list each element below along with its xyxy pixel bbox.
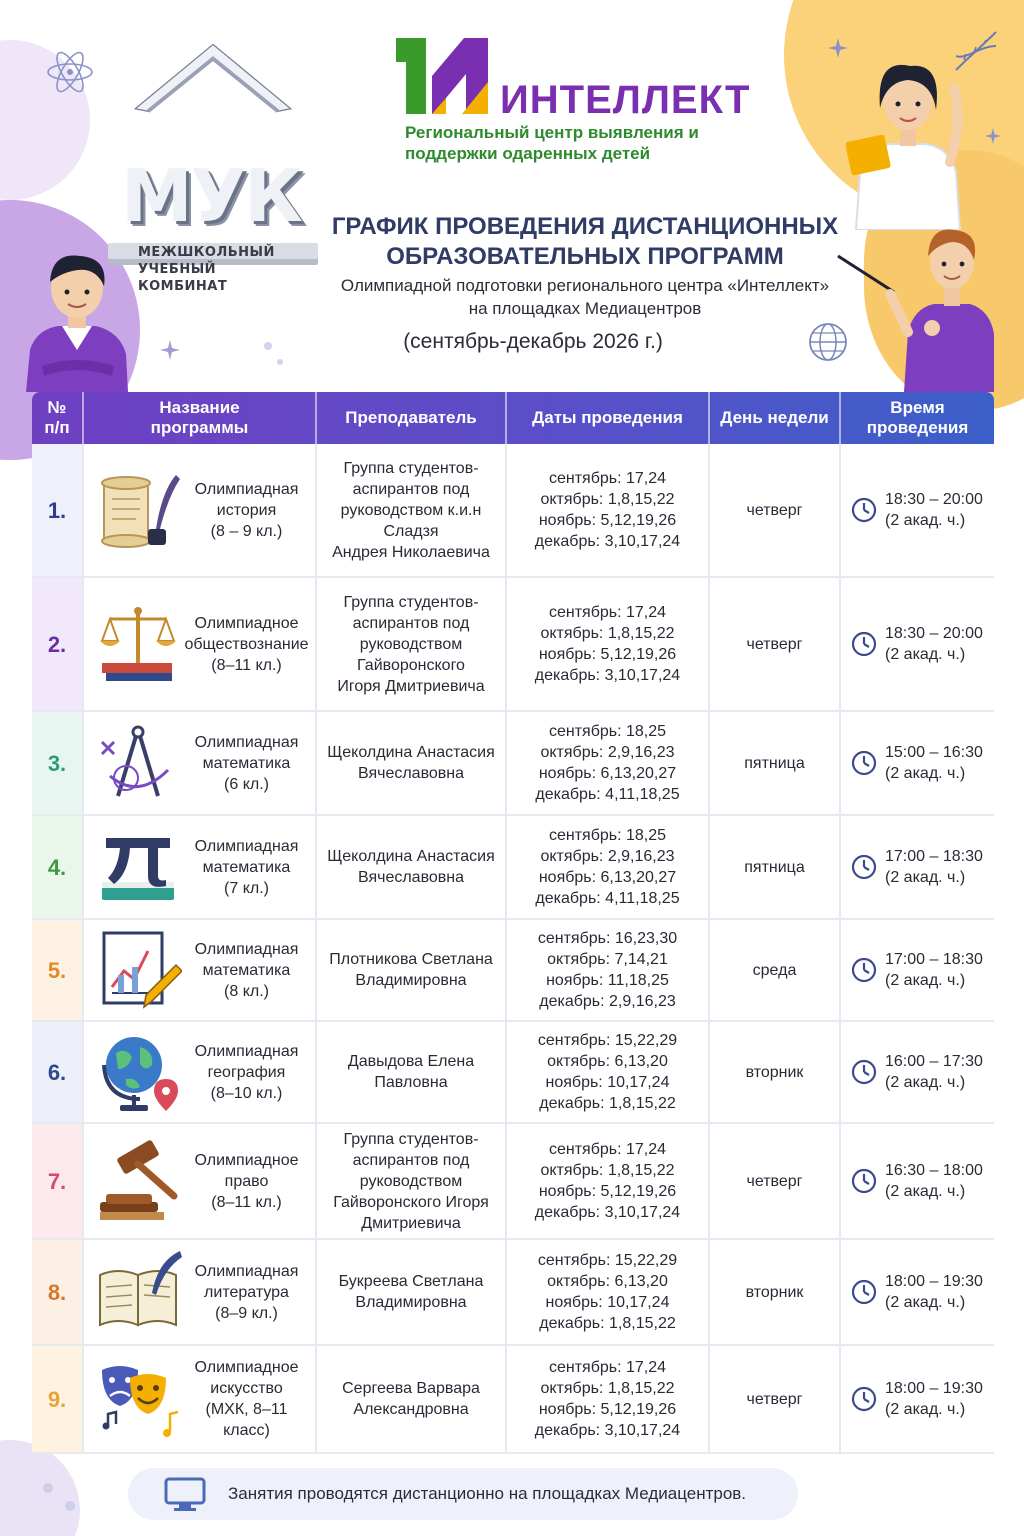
dot-decor (262, 340, 302, 370)
program-cell (84, 712, 317, 814)
teacher-man-illustration (834, 222, 994, 392)
table-row (32, 816, 994, 920)
table-row (32, 1124, 994, 1240)
clock-icon (851, 854, 877, 880)
row-number: 5. (32, 920, 84, 1020)
program-name: Олимпиадное искусство (МХК, 8–11 класс) (194, 1359, 299, 1439)
time-cell: 18:00 – 19:30 (2 акад. ч.) (841, 1240, 994, 1344)
program-cell (84, 1022, 317, 1122)
muk-caption: МЕЖШКОЛЬНЫЙ УЧЕБНЫЙ КОМБИНАТ (138, 245, 275, 294)
muk-logo (88, 38, 338, 238)
table-row (32, 1346, 994, 1454)
page-title: ГРАФИК ПРОВЕДЕНИЯ ДИСТАНЦИОННЫХ ОБРАЗОВАТЕЛЬНЫХ ПРОГРАММ (331, 213, 839, 270)
open-book-quill-icon (96, 1249, 182, 1335)
dates-cell: сентябрь: 18,25 октябрь: 2,9,16,23 ноябрь: 6,13,20,27 декабрь: 4,11,18,25 (507, 712, 710, 814)
program-name: Олимпиадное право (8–11 кл.) (194, 1151, 299, 1211)
weekday-cell: четверг (710, 1346, 841, 1452)
dates-cell: сентябрь: 17,24 октябрь: 1,8,15,22 ноябрь: 5,12,19,26 декабрь: 3,10,17,24 (507, 1124, 710, 1238)
program-name: Олимпиадная математика (6 кл.) (194, 733, 299, 793)
column-header-program: Название программы (84, 392, 317, 444)
dates-cell: сентябрь: 17,24 октябрь: 1,8,15,22 ноябрь: 5,12,19,26 декабрь: 3,10,17,24 (507, 578, 710, 710)
row-number: 1. (32, 444, 84, 576)
clock-icon (851, 631, 877, 657)
footer-text: Занятия проводятся дистанционно на площадках Медиацентров. (228, 1484, 747, 1503)
column-header-teacher: Преподаватель (317, 392, 507, 444)
page-subtitle: Олимпиадной подготовки регионального центра «Интеллект» на площадках Медиацентров (340, 276, 830, 318)
schedule-period: (сентябрь-декабрь 2026 г.) (403, 330, 663, 353)
program-cell (84, 444, 317, 576)
time-cell: 18:30 – 20:00 (2 акад. ч.) (841, 444, 994, 576)
program-name: Олимпиадная математика (7 кл.) (194, 837, 299, 897)
teacher-cell: Щеколдина Анастасия Вячеславовна (317, 712, 507, 814)
table-row (32, 712, 994, 816)
program-cell (84, 1124, 317, 1238)
clock-icon (851, 1168, 877, 1194)
pi-book-icon (96, 824, 182, 910)
program-name: Олимпиадная математика (8 кл.) (194, 940, 299, 1000)
table-row (32, 578, 994, 712)
teacher-cell: Плотникова Светлана Владимировна (317, 920, 507, 1020)
clock-icon (851, 497, 877, 523)
program-cell (84, 578, 317, 710)
table-row (32, 920, 994, 1022)
time-cell: 17:00 – 18:30 (2 акад. ч.) (841, 816, 994, 918)
scales-books-icon (96, 601, 182, 687)
teacher-cell: Букреева Светлана Владимировна (317, 1240, 507, 1344)
student-illustration (22, 246, 132, 392)
clock-icon (851, 1386, 877, 1412)
column-header-dates: Даты проведения (507, 392, 710, 444)
sparkle-icon (985, 128, 1001, 144)
clock-icon (851, 957, 877, 983)
dates-cell: сентябрь: 18,25 октябрь: 2,9,16,23 ноябрь: 6,13,20,27 декабрь: 4,11,18,25 (507, 816, 710, 918)
muk-logo-text: МУК (120, 154, 301, 238)
column-header-weekday: День недели (710, 392, 841, 444)
weekday-cell: среда (710, 920, 841, 1020)
time-cell: 16:00 – 17:30 (2 акад. ч.) (841, 1022, 994, 1122)
table-row (32, 1240, 994, 1346)
dates-cell: сентябрь: 17,24 октябрь: 1,8,15,22 ноябрь: 5,12,19,26 декабрь: 3,10,17,24 (507, 444, 710, 576)
theatre-masks-icon (96, 1356, 182, 1442)
intellekt-logo-mark (392, 36, 492, 116)
sparkle-icon (160, 340, 180, 360)
row-number: 6. (32, 1022, 84, 1122)
row-number: 8. (32, 1240, 84, 1344)
chart-pencil-icon (96, 927, 182, 1013)
gavel-icon (96, 1138, 182, 1224)
table-body (32, 444, 994, 1454)
intellekt-subtitle: Региональный центр выявления и поддержки одаренных детей (405, 123, 699, 163)
intellekt-name: ИНТЕЛЛЕКТ (500, 78, 751, 122)
program-name: Олимпиадная литература (8–9 кл.) (194, 1262, 299, 1322)
program-name: Олимпиадная география (8–10 кл.) (194, 1042, 299, 1102)
table-row (32, 444, 994, 578)
dot-decor (40, 1480, 90, 1520)
teacher-woman-illustration (846, 52, 972, 230)
teacher-cell: Группа студентов- аспирантов под руководством Гайворонского Игоря Дмитриевича (317, 578, 507, 710)
weekday-cell: четверг (710, 444, 841, 576)
weekday-cell: четверг (710, 1124, 841, 1238)
teacher-cell: Давыдова Елена Павловна (317, 1022, 507, 1122)
weekday-cell: вторник (710, 1240, 841, 1344)
column-header-time: Время проведения (866, 398, 969, 437)
time-cell: 18:00 – 19:30 (2 акад. ч.) (841, 1346, 994, 1452)
table-row (32, 1022, 994, 1124)
table-header (32, 392, 994, 444)
clock-icon (851, 750, 877, 776)
program-cell (84, 1346, 317, 1452)
time-cell: 15:00 – 16:30 (2 акад. ч.) (841, 712, 994, 814)
time-cell: 16:30 – 18:00 (2 акад. ч.) (841, 1124, 994, 1238)
program-cell (84, 1240, 317, 1344)
weekday-cell: вторник (710, 1022, 841, 1122)
scroll-quill-icon (96, 467, 182, 553)
clock-icon (851, 1279, 877, 1305)
building-roof-icon (88, 38, 338, 128)
compass-icon (96, 720, 182, 806)
row-number: 3. (32, 712, 84, 814)
footer-note (128, 1468, 798, 1520)
time-cell: 17:00 – 18:30 (2 акад. ч.) (841, 920, 994, 1020)
sparkle-icon (828, 38, 848, 58)
globe-icon (96, 1029, 182, 1115)
teacher-cell: Группа студентов- аспирантов под руководством к.и.н Сладзя Андрея Николаевича (317, 444, 507, 576)
dates-cell: сентябрь: 15,22,29 октябрь: 6,13,20 ноябрь: 10,17,24 декабрь: 1,8,15,22 (507, 1022, 710, 1122)
row-number: 9. (32, 1346, 84, 1452)
row-number: 7. (32, 1124, 84, 1238)
program-cell (84, 816, 317, 918)
schedule-table (32, 392, 994, 1454)
column-header-number: № п/п (32, 392, 84, 444)
time-cell: 18:30 – 20:00 (2 акад. ч.) (841, 578, 994, 710)
dates-cell: сентябрь: 17,24 октябрь: 1,8,15,22 ноябрь: 5,12,19,26 декабрь: 3,10,17,24 (507, 1346, 710, 1452)
program-name: Олимпиадная история (8 – 9 кл.) (194, 480, 299, 540)
program-name: Олимпиадное обществознание (8–11 кл.) (184, 614, 309, 674)
weekday-cell: четверг (710, 578, 841, 710)
teacher-cell: Сергеева Варвара Александровна (317, 1346, 507, 1452)
weekday-cell: пятница (710, 816, 841, 918)
clock-icon (851, 1059, 877, 1085)
row-number: 4. (32, 816, 84, 918)
teacher-cell: Щеколдина Анастасия Вячеславовна (317, 816, 507, 918)
weekday-cell: пятница (710, 712, 841, 814)
monitor-icon (164, 1477, 206, 1511)
dates-cell: сентябрь: 16,23,30 октябрь: 7,14,21 ноябрь: 11,18,25 декабрь: 2,9,16,23 (507, 920, 710, 1020)
teacher-cell: Группа студентов- аспирантов под руководством Гайворонского Игоря Дмитриевича (317, 1124, 507, 1238)
program-cell (84, 920, 317, 1020)
dates-cell: сентябрь: 15,22,29 октябрь: 6,13,20 ноябрь: 10,17,24 декабрь: 1,8,15,22 (507, 1240, 710, 1344)
row-number: 2. (32, 578, 84, 710)
